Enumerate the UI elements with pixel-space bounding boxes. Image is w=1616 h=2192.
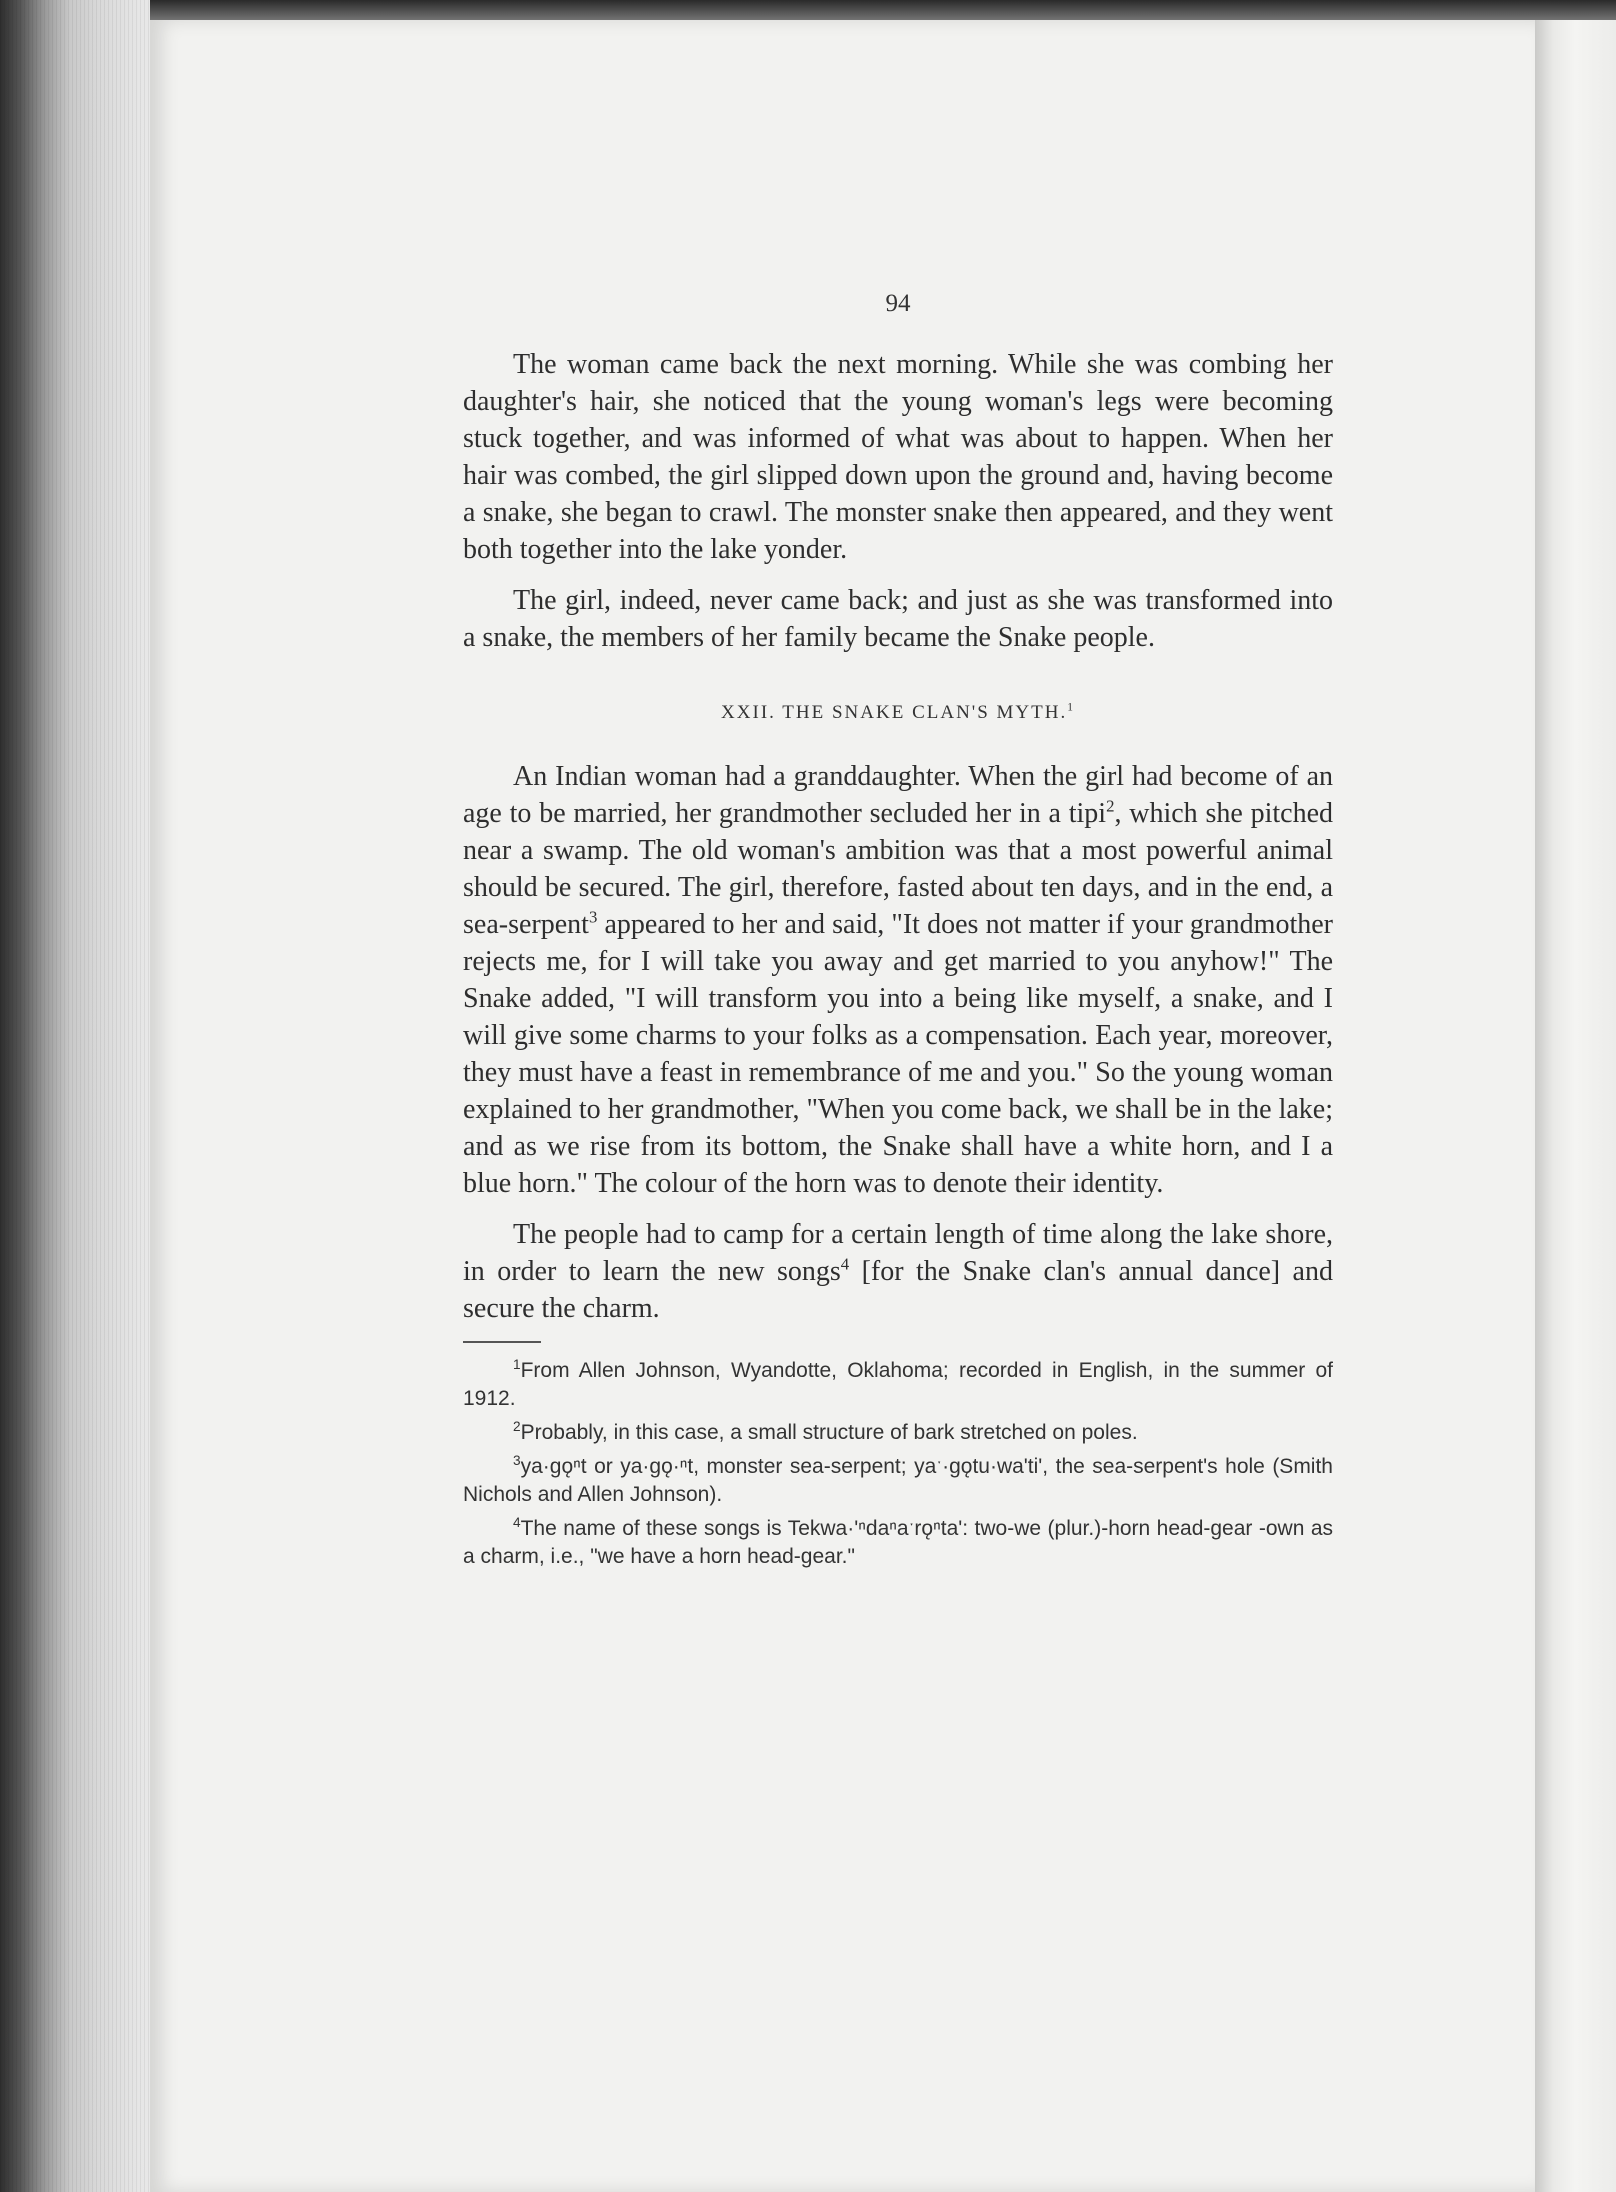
page-number: 94 bbox=[885, 290, 911, 317]
footnote bbox=[463, 1357, 1333, 1413]
paragraph bbox=[463, 1216, 1333, 1327]
footnote-divider bbox=[463, 1341, 541, 1343]
paragraph-text: appeared to her and said, "It does not matter if your grandmother rejects me, for I will take you away and get married to you anyhow!" The Snake added, "I will transform you into a being like myself, a snake, and I will give some charms to your folks as a compensation. Each year, moreover, they must have a feast in remembrance of me and you." So the young woman explained to her grandmother, "When you come back, we shall be in the lake; and as we rise from its bottom, the Snake shall have a white horn, and I a blue horn." The colour of the horn was to denote their identity. bbox=[463, 909, 1333, 1199]
footnote-text: Probably, in this case, a small structure of bark stretched on poles. bbox=[520, 1421, 1138, 1444]
paragraph-text: [for the Snake clan's annual dance] and secure the charm. bbox=[463, 1256, 1333, 1324]
footnote-number: 4 bbox=[513, 1515, 521, 1530]
paragraph-text: The people had to camp for a certain length of time along the lake shore, in order to learn the new songs bbox=[463, 1219, 1333, 1287]
footnote bbox=[463, 1453, 1333, 1509]
footnote-number: 2 bbox=[513, 1419, 521, 1434]
section-heading-text: XXII. THE SNAKE CLAN'S MYTH. bbox=[721, 702, 1068, 723]
footnote-text: The name of these songs is Tekwa·'ⁿdaⁿaˑrǫⁿta': two-we (plur.)-horn head-gear -own as a charm, i.e., "we have a horn head-gear." bbox=[463, 1517, 1333, 1568]
paragraph: The girl, indeed, never came back; and just as she was transformed into a snake, the members of her family became the Snake people. bbox=[463, 585, 1333, 653]
paragraph-text: , which she pitched near a swamp. The old woman's ambition was that a most powerful animal should be secured. The girl, therefore, fasted about ten days, and in the end, a sea-serpent bbox=[463, 798, 1333, 940]
footnote-text: ya·gǫⁿt or ya·gǫ·ⁿt, monster sea-serpent; yaˑ·gǫtu·wa'ti', the sea-serpent's hole (Smith Nichols and Allen Johnson). bbox=[463, 1455, 1333, 1506]
footnote-ref: 4 bbox=[840, 1254, 850, 1274]
footnote-text: From Allen Johnson, Wyandotte, Oklahoma; recorded in English, in the summer of 1912. bbox=[463, 1359, 1333, 1410]
section-heading bbox=[463, 702, 1333, 724]
page-right-edge bbox=[1535, 20, 1616, 2192]
paragraph: The woman came back the next morning. While she was combing her daughter's hair, she noticed that the young woman's legs were becoming stuck together, and was informed of what was about to happen. When her hair was combed, the girl slipped down upon the ground and, having become a snake, she began to crawl. The monster snake then appeared, and they went both together into the lake yonder. bbox=[463, 349, 1333, 565]
footnote-number: 3 bbox=[513, 1453, 521, 1468]
footnote-number: 1 bbox=[513, 1357, 521, 1372]
footnote-ref: 2 bbox=[1106, 796, 1115, 816]
top-shadow bbox=[150, 0, 1616, 22]
page-content bbox=[463, 290, 1333, 1577]
footnote-ref: 1 bbox=[1067, 701, 1075, 714]
footnote bbox=[463, 1515, 1333, 1571]
footnote-ref: 3 bbox=[588, 907, 598, 927]
paragraph bbox=[463, 758, 1333, 1202]
footnote bbox=[463, 1419, 1333, 1447]
paragraph-text: An Indian woman had a granddaughter. When the girl had become of an age to be married, her grandmother secluded her in a tipi bbox=[463, 761, 1333, 829]
